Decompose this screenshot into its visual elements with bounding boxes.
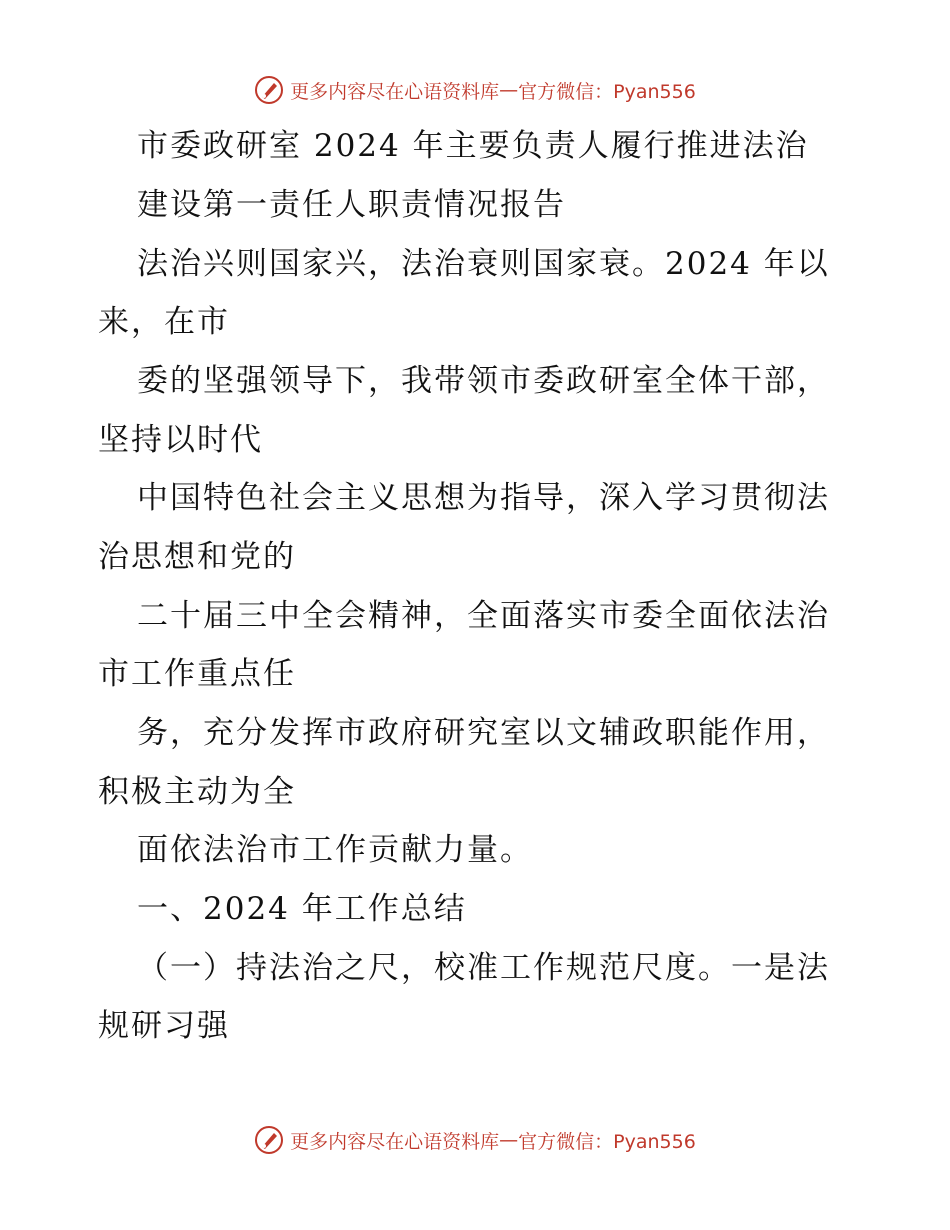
- watermark-separator: —: [499, 79, 519, 101]
- paragraph-line: 治思想和党的: [98, 539, 296, 575]
- paragraph-line: 市工作重点任: [98, 656, 296, 692]
- paragraph-line: 二十届三中全会精神，全面落实市委全面依法治: [137, 598, 830, 634]
- paragraph-line: 来，在市: [98, 304, 230, 340]
- subsection-heading-line: （一）持法治之尺，校准工作规范尺度。一是法: [137, 950, 830, 986]
- paragraph-line: 积极主动为全: [98, 774, 296, 810]
- watermark-separator: —: [499, 1129, 519, 1151]
- pen-logo-icon: [254, 1125, 284, 1155]
- watermark-text: 更多内容尽在心语资料库: [290, 1130, 500, 1153]
- header-watermark: [0, 70, 950, 110]
- pen-logo-icon: [254, 75, 284, 105]
- footer-watermark: [0, 1120, 950, 1160]
- document-title-line-1: 市委政研室 2024 年主要负责人履行推进法治: [137, 128, 809, 164]
- paragraph-line: 法治兴则国家兴，法治衰则国家衰。2024 年以: [137, 246, 830, 282]
- paragraph-line: 中国特色社会主义思想为指导，深入学习贯彻法: [137, 480, 830, 516]
- watermark-text: 更多内容尽在心语资料库: [290, 80, 500, 103]
- paragraph-line: 面依法治市工作贡献力量。: [137, 832, 533, 868]
- watermark-contact: 官方微信：Pyan556: [518, 1130, 696, 1153]
- paragraph-line: 务，充分发挥市政府研究室以文辅政职能作用，: [137, 715, 830, 751]
- section-heading: 一、2024 年工作总结: [137, 891, 467, 927]
- paragraph-line: 委的坚强领导下，我带领市委政研室全体干部，: [137, 363, 830, 399]
- document-title-line-2: 建设第一责任人职责情况报告: [137, 187, 566, 223]
- paragraph-line: 规研习强: [98, 1008, 230, 1044]
- watermark-contact: 官方微信：Pyan556: [518, 80, 696, 103]
- paragraph-line: 坚持以时代: [98, 422, 263, 458]
